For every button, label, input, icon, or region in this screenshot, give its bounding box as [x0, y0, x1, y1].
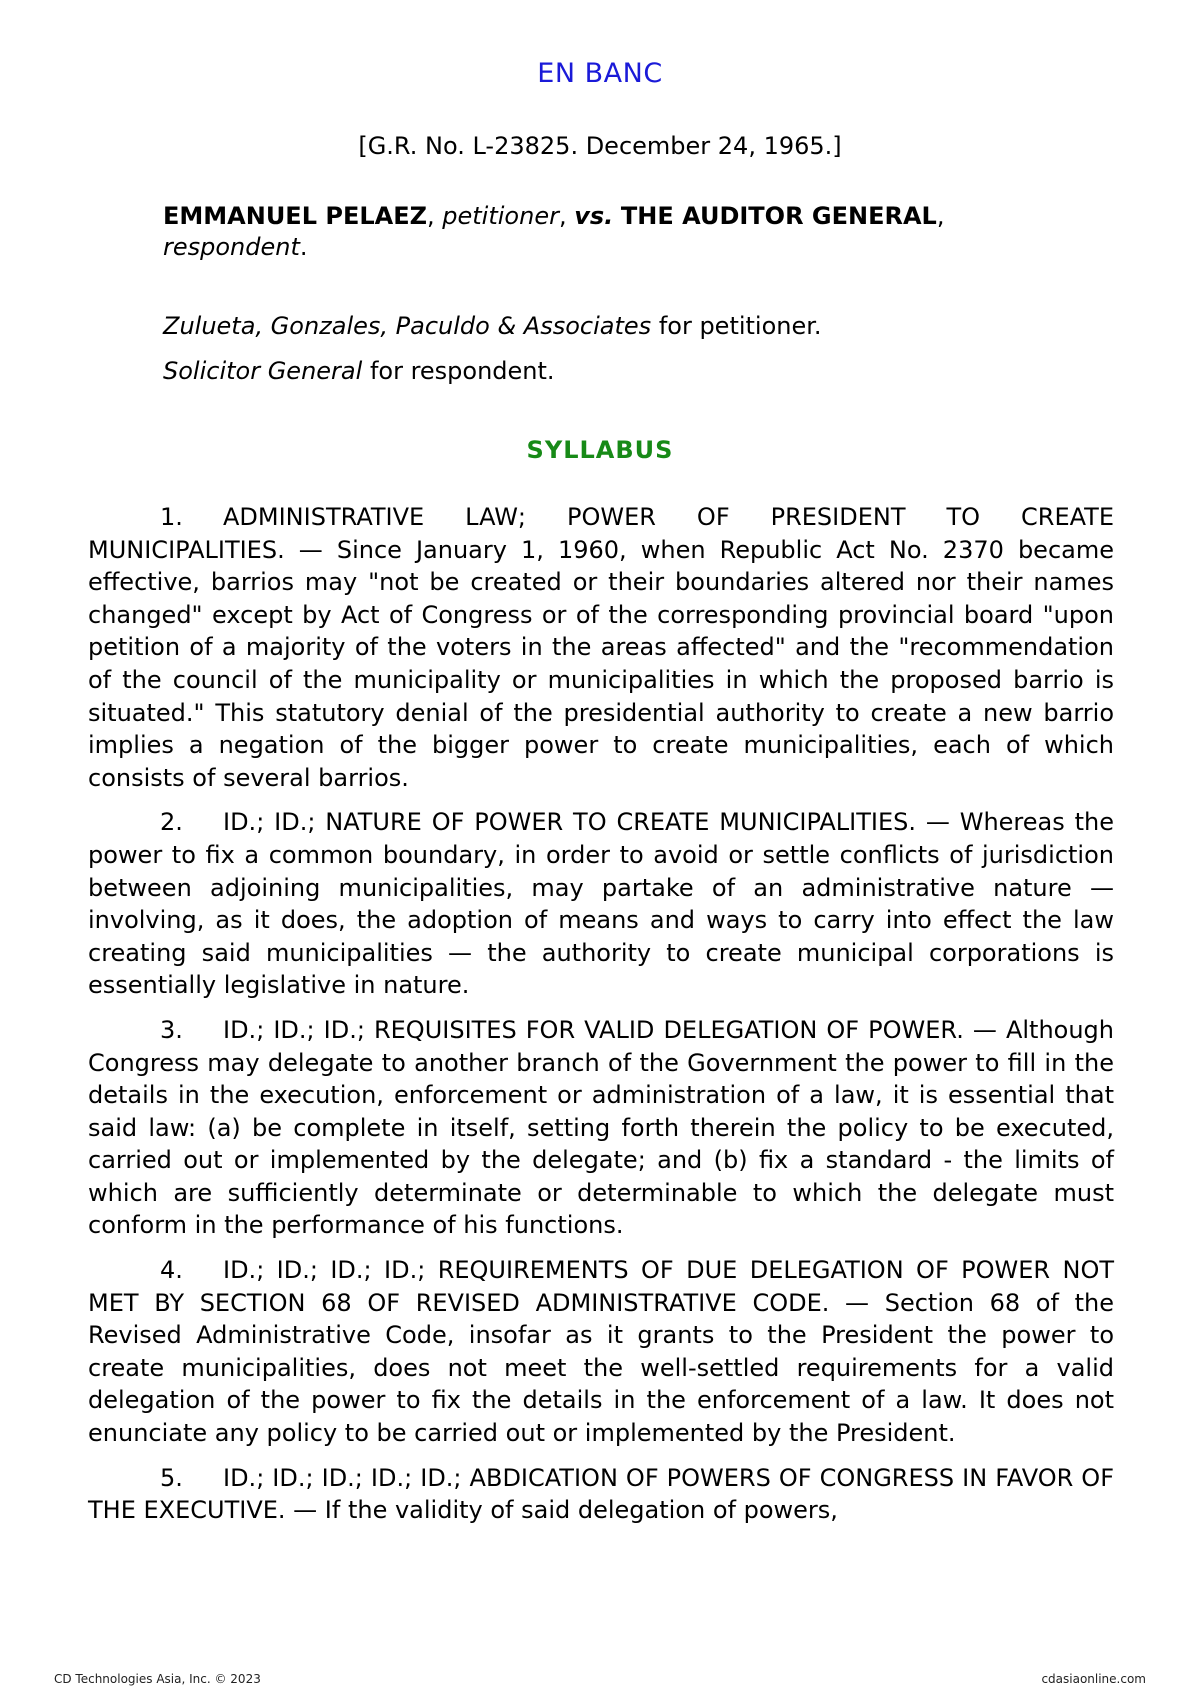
- case-parties: EMMANUEL PELAEZ, petitioner, vs. THE AUDITOR GENERAL, respondent.: [163, 202, 945, 261]
- paragraph-number: 3.: [160, 1015, 183, 1044]
- syllabus-body: [88, 501, 1114, 1539]
- paragraph-text: ID.; ID.; NATURE OF POWER TO CREATE MUNICIPALITIES. — Whereas the power to fix a common boundary, in order to avoid or settle conflicts of jurisdiction between adjoining municipalities, may partake of an administrative nature — involving, as it does, the adoption of means and ways to carry into effect the law creating said municipalities — the authority to create municipal corporations is essentially legislative in nature.: [88, 808, 1114, 1000]
- petitioner-name: EMMANUEL PELAEZ: [163, 202, 427, 230]
- syllabus-paragraph-5: [88, 1462, 1114, 1527]
- paragraph-text: ID.; ID.; ID.; REQUISITES FOR VALID DELEGATION OF POWER. — Although Congress may delegate to another branch of the Government the power to fill in the details in the execution, enforcement or administration of a law, it is essential that said law: (a) be complete in itself, setting forth therein the policy to be executed, carried out or implemented by the delegate; and (b) fix a standard - the limits of which are sufficiently determinate or determinable to which the delegate must conform in the performance of his functions.: [88, 1015, 1114, 1240]
- syllabus-paragraph-1: [88, 501, 1114, 794]
- syllabus-paragraph-2: [88, 806, 1114, 1002]
- paragraph-text: ADMINISTRATIVE LAW; POWER OF PRESIDENT TO CREATE MUNICIPALITIES. — Since January 1, 1960, when Republic Act No. 2370 became effective, barrios may "not be created or their boundaries altered nor their names changed" except by Act of Congress or of the corresponding provincial board "upon petition of a majority of the voters in the areas affected" and the "recommendation of the council of the municipality or municipalities in which the proposed barrio is situated." This statutory denial of the presidential authority to create a new barrio implies a negation of the bigger power to create municipalities, each of which consists of several barrios.: [88, 503, 1114, 792]
- paragraph-text: ID.; ID.; ID.; ID.; ID.; ABDICATION OF POWERS OF CONGRESS IN FAVOR OF THE EXECUTIVE. — If the validity of said delegation of powers,: [88, 1463, 1114, 1525]
- syllabus-paragraph-3: [88, 1014, 1114, 1242]
- respondent-name: THE AUDITOR GENERAL: [620, 202, 937, 230]
- paragraph-number: 2.: [160, 808, 183, 837]
- counsel-name: Zulueta, Gonzales, Paculdo & Associates: [163, 312, 652, 340]
- counsel-role: for respondent.: [369, 357, 555, 385]
- syllabus-paragraph-4: [88, 1254, 1114, 1450]
- case-number: [G.R. No. L-23825. December 24, 1965.]: [358, 132, 842, 160]
- petitioner-label: petitioner: [442, 202, 559, 230]
- counsel-petitioner: [163, 312, 1063, 340]
- paragraph-number: 5.: [160, 1463, 183, 1492]
- court-division: EN BANC: [537, 58, 663, 89]
- counsel-respondent: [163, 357, 1063, 385]
- paragraph-number: 1.: [160, 503, 183, 531]
- counsel-name: Solicitor General: [163, 357, 363, 385]
- syllabus-heading: SYLLABUS: [526, 436, 674, 464]
- respondent-label: respondent: [163, 233, 300, 261]
- counsel-role: for petitioner.: [658, 312, 822, 340]
- footer-website: cdasiaonline.com: [1041, 1672, 1146, 1686]
- paragraph-number: 4.: [160, 1256, 183, 1285]
- paragraph-text: ID.; ID.; ID.; ID.; REQUIREMENTS OF DUE DELEGATION OF POWER NOT MET BY SECTION 68 OF REVISED ADMINISTRATIVE CODE. — Section 68 of the Revised Administrative Code, insofar as it grants to the President the power to create municipalities, does not meet the well-settled requirements for a valid delegation of the power to fix the details in the enforcement of a law. It does not enunciate any policy to be carried out or implemented by the President.: [88, 1256, 1114, 1448]
- footer-copyright: CD Technologies Asia, Inc. © 2023: [54, 1672, 261, 1686]
- versus: vs.: [574, 202, 614, 230]
